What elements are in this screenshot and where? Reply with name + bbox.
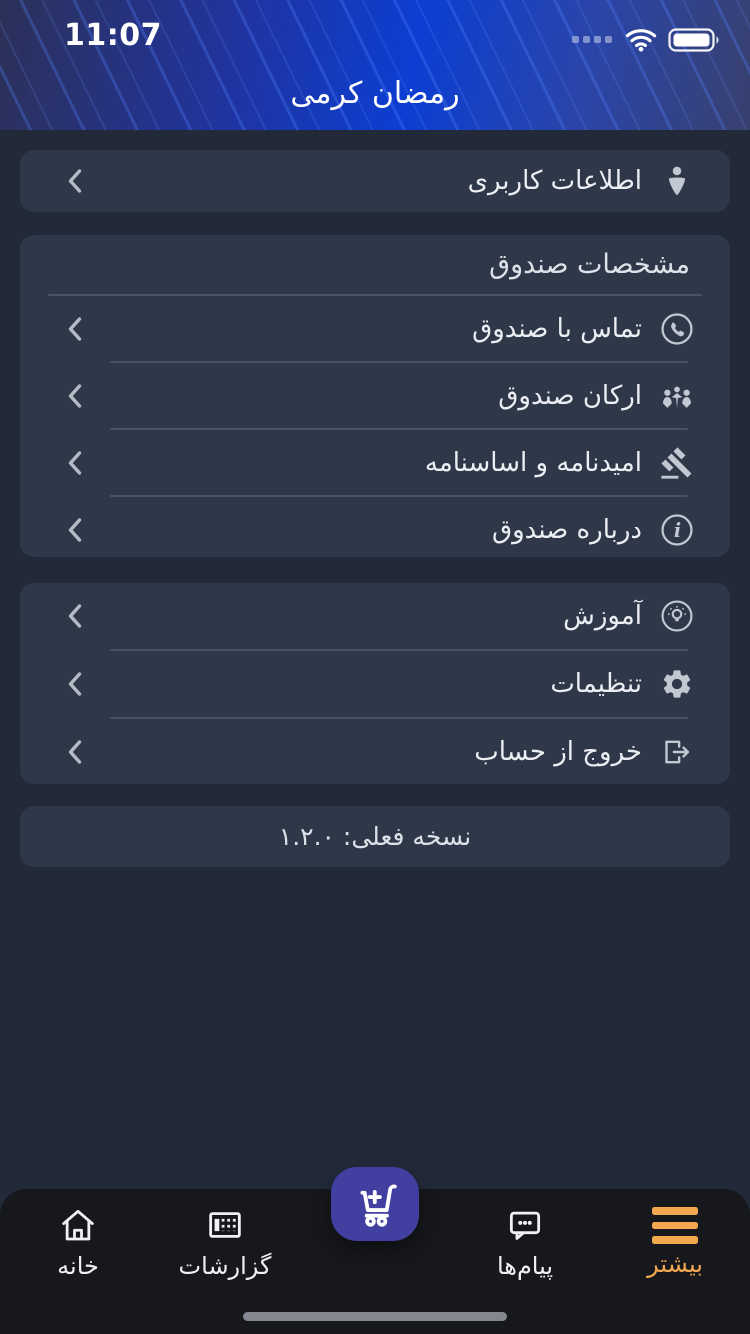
row-label: درباره صندوق bbox=[491, 515, 642, 545]
person-pin-icon bbox=[660, 164, 694, 198]
prospectus-row[interactable] bbox=[20, 430, 730, 495]
cellular-dots-icon bbox=[572, 36, 612, 43]
gear-icon bbox=[660, 667, 694, 701]
row-label: تماس با صندوق bbox=[472, 313, 642, 344]
tab-reports[interactable] bbox=[158, 1204, 292, 1280]
chevron-left-icon bbox=[64, 315, 86, 343]
more-icon bbox=[652, 1204, 698, 1244]
status-time: 11:07 bbox=[64, 18, 162, 53]
home-indicator-handle[interactable] bbox=[243, 1312, 507, 1321]
gavel-icon bbox=[660, 446, 694, 480]
people-icon bbox=[660, 379, 694, 413]
tab-home[interactable] bbox=[30, 1204, 126, 1280]
row-label: ارکان صندوق bbox=[498, 380, 642, 411]
chevron-left-icon bbox=[64, 670, 86, 698]
row-label: امیدنامه و اساسنامه bbox=[424, 447, 642, 478]
reports-icon bbox=[204, 1204, 246, 1246]
row-label: اطلاعات کاربری bbox=[467, 166, 642, 196]
version-card bbox=[20, 806, 730, 867]
info-circle-icon bbox=[660, 513, 694, 547]
misc-group-card bbox=[20, 583, 730, 784]
tab-more-active[interactable] bbox=[620, 1204, 730, 1278]
home-icon bbox=[57, 1204, 99, 1246]
messages-icon bbox=[504, 1204, 546, 1246]
user-info-card bbox=[20, 150, 730, 212]
row-label: آموزش bbox=[563, 601, 642, 631]
group-title: مشخصات صندوق bbox=[489, 249, 690, 280]
chevron-left-icon bbox=[64, 602, 86, 630]
lightbulb-circle-icon bbox=[660, 599, 694, 633]
cart-plus-icon bbox=[348, 1177, 402, 1231]
tab-messages[interactable] bbox=[458, 1204, 592, 1280]
header bbox=[0, 0, 750, 130]
tab-label: بیشتر bbox=[647, 1250, 703, 1278]
settings-row[interactable] bbox=[20, 651, 730, 717]
chevron-left-icon bbox=[64, 738, 86, 766]
chevron-left-icon bbox=[64, 449, 86, 477]
cart-fab-button[interactable] bbox=[331, 1167, 419, 1241]
battery-icon bbox=[668, 28, 720, 52]
page-title: رمضان کرمی bbox=[290, 76, 460, 111]
education-row[interactable] bbox=[20, 583, 730, 649]
row-label: خروج از حساب bbox=[474, 737, 642, 767]
contact-fund-row[interactable] bbox=[20, 296, 730, 361]
row-label: تنظیمات bbox=[550, 669, 642, 699]
chevron-left-icon bbox=[64, 167, 86, 195]
tab-label: پیام‌ها bbox=[496, 1252, 554, 1280]
wifi-icon bbox=[624, 26, 658, 53]
user-info-row[interactable] bbox=[20, 150, 730, 212]
app-version-text: نسخه فعلی: ۱.۲.۰ bbox=[278, 822, 472, 851]
fund-pillars-row[interactable] bbox=[20, 363, 730, 428]
chevron-left-icon bbox=[64, 516, 86, 544]
fund-group-card bbox=[20, 235, 730, 557]
status-icons bbox=[572, 26, 720, 53]
tab-label: خانه bbox=[57, 1252, 99, 1280]
svg-text:i: i bbox=[673, 518, 682, 542]
fund-group-header bbox=[20, 235, 730, 294]
logout-row[interactable] bbox=[20, 719, 730, 785]
about-fund-row[interactable] bbox=[20, 497, 730, 563]
chevron-left-icon bbox=[64, 382, 86, 410]
logout-icon bbox=[660, 735, 694, 769]
phone-circle-icon bbox=[660, 312, 694, 346]
tab-label: گزارشات bbox=[178, 1252, 272, 1280]
